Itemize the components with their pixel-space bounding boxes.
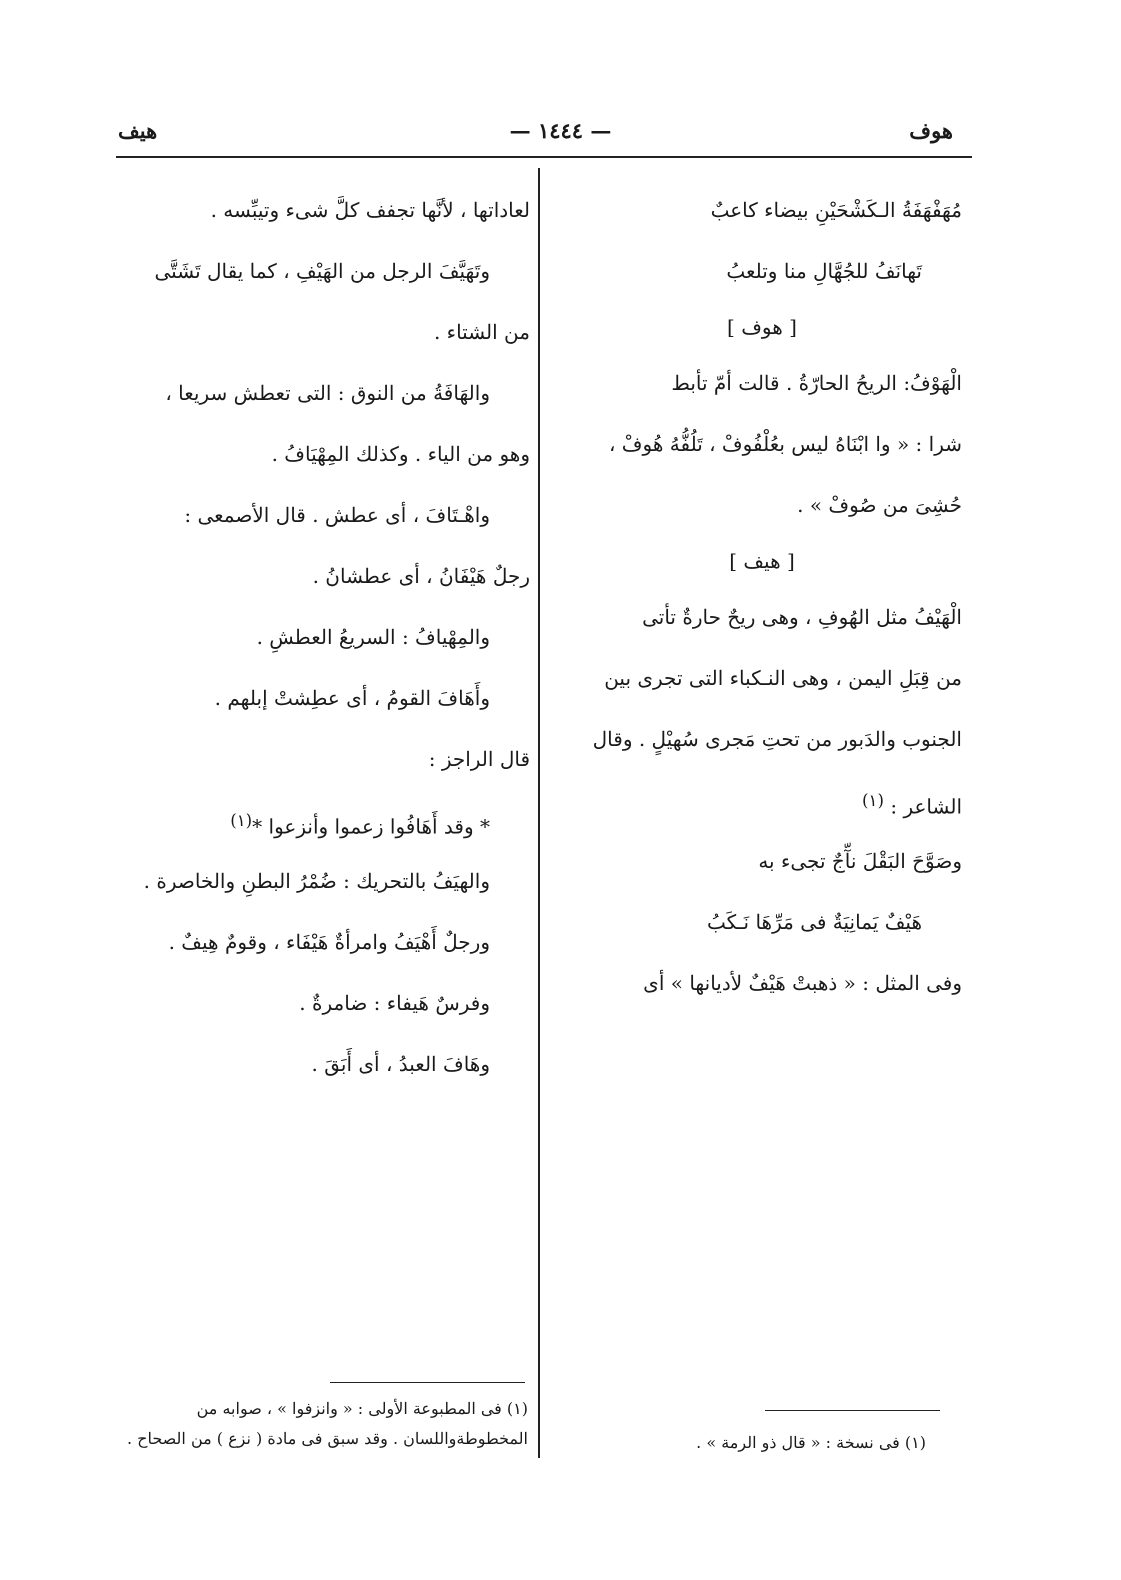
text-line-start: الشاعر : — [890, 794, 962, 819]
footnote-marker: (١) — [862, 791, 884, 810]
footnote-right: (١) فى نسخة : « قال ذو الرمة » . — [696, 1433, 926, 1452]
entry-heading-hawf: [ هوف ] — [727, 315, 797, 339]
footnote-left — [112, 1394, 528, 1454]
footnote-line: (١) فى المطبوعة الأولى : « وانزفوا » ، صوابه من — [196, 1399, 528, 1418]
verse-line: مُهَفْهَفَةُ الـكَشْحَيْنِ بيضاء كاعبٌ — [710, 198, 962, 222]
verse-line: وصَوَّحَ البَقْلَ نآّجٌ تجىء به — [758, 849, 962, 873]
text-line: شرا : « وا ابْنَاهُ ليس بعُلْفُوفْ ، تَلُفُّهُ هُوفْ ، — [608, 432, 962, 456]
entry-heading-hayf: [ هيف ] — [729, 549, 795, 573]
verse-line: هَيْفٌ يَمانِيَةٌ فى مَرِّهَا نَـكَبُ — [707, 910, 922, 934]
verse-line: تَهانَفُ للجُهَّالِ منا وتلعبُ — [726, 259, 922, 283]
footnote-rule-right — [765, 1410, 940, 1411]
text-line — [562, 770, 962, 831]
header-rule — [116, 156, 972, 158]
header-right-word: هوف — [909, 118, 953, 143]
header-left-word: هيف — [118, 118, 158, 143]
text-line: وأَهَافَ القومُ ، أى عطِشتْ إبلهم . — [214, 686, 490, 710]
verse-text: * وقد أَهَافُوا زعموا وأنزعوا * — [252, 814, 490, 839]
text-line: وهو من الياء . وكذلك المِهْيَافُ . — [271, 442, 530, 466]
text-line: وتَهَيَّفَ الرجل من الهَيْفِ ، كما يقال تَشَتَّى — [154, 259, 490, 283]
text-line: الجنوب والدَبور من تحتِ مَجرى سُهيْلٍ . وقال — [592, 727, 962, 751]
text-line: الْهَيْفُ مثل الهُوفِ ، وهى ريحٌ حارةٌ تأتى — [642, 605, 962, 629]
footnote-rule-left — [330, 1382, 525, 1383]
text-line: قال الراجز : — [428, 747, 530, 771]
text-line: واهْـتَافَ ، أى عطش . قال الأصمعى : — [184, 503, 490, 527]
text-line: والمِهْيافُ : السريعُ العطشِ . — [256, 625, 490, 649]
page-number: — ١٤٤٤ — — [509, 118, 612, 143]
footnote-marker: (١) — [230, 811, 253, 830]
verse-line — [118, 790, 530, 851]
text-line: من الشتاء . — [433, 320, 530, 344]
text-line: ورجلٌ أَهْيَفُ وامرأةٌ هَيْفَاء ، وقومٌ هِيفٌ . — [168, 930, 490, 954]
text-line: وفى المثل : « ذهبتْ هَيْفٌ لأديانها » أى — [643, 971, 962, 995]
text-line: من قِبَلِ اليمن ، وهى النـكباء التى تجرى بين — [604, 666, 962, 690]
text-line: والهَافَةُ من النوق : التى تعطش سريعا ، — [165, 381, 490, 405]
footnote-line: المخطوطةواللسان . وقد سبق فى مادة ( نزع ) من الصحاح . — [126, 1429, 528, 1448]
text-line: وهَافَ العبدُ ، أى أَبَقَ . — [311, 1052, 490, 1076]
column-divider — [538, 168, 540, 1458]
right-column — [562, 180, 962, 1014]
text-line: حُشِىَ من صُوفْ » . — [797, 493, 962, 517]
text-line: الْهَوْفُ: الريحُ الحارّةُ . قالت أمّ تأبط — [671, 371, 962, 395]
text-line: وفرسٌ هَيفاء : ضامرةٌ . — [299, 991, 490, 1015]
text-line: لعاداتها ، لأنَّها تجفف كلَّ شىء وتيبِّسه . — [210, 198, 530, 222]
text-line: رجلٌ هَيْفَانُ ، أى عطشانُ . — [312, 564, 530, 588]
left-column — [118, 180, 530, 1095]
text-line: والهيَفُ بالتحريك : ضُمْرُ البطنِ والخاصرة . — [143, 869, 490, 893]
